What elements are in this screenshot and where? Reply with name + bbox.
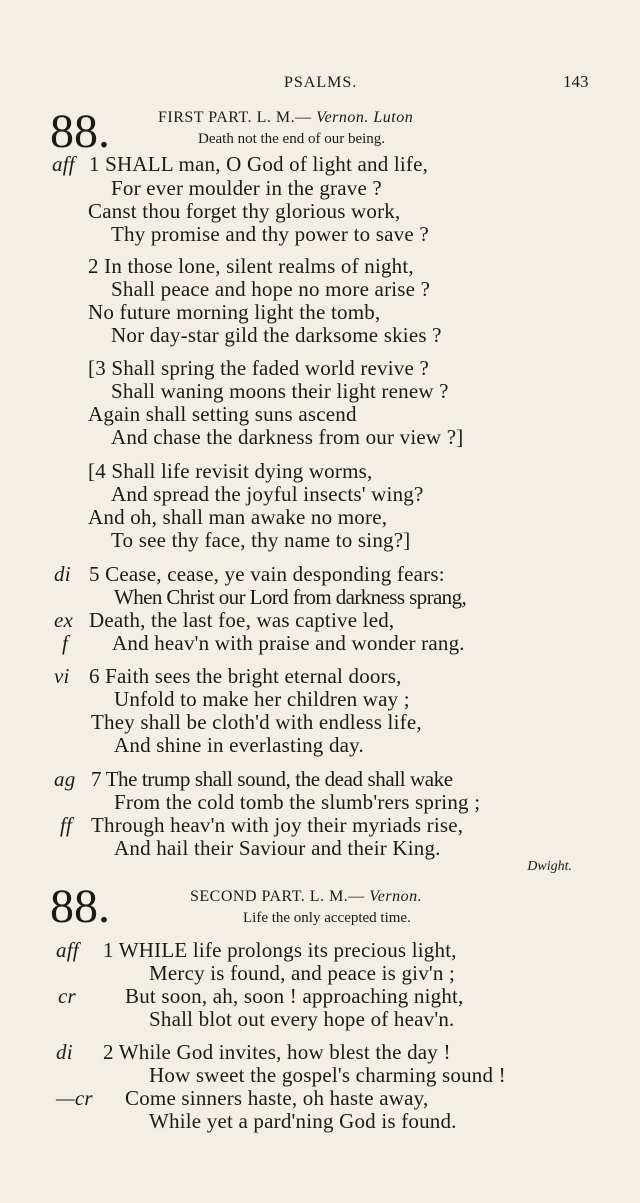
line-text: 2 In those lone, silent realms of night, xyxy=(88,254,414,278)
hymn-number: 88. xyxy=(50,880,110,933)
line-text: Death, the last foe, was captive led, xyxy=(89,608,395,632)
dynamic-mark: di xyxy=(56,1040,73,1064)
dynamic-mark: f xyxy=(62,631,69,655)
dynamic-mark: ex xyxy=(54,608,74,632)
dynamic-mark: ag xyxy=(54,767,76,791)
dynamic-mark: ff xyxy=(60,813,73,837)
line-text: And chase the darkness from our view ?] xyxy=(111,425,464,449)
line-text: Thy promise and thy power to save ? xyxy=(111,222,429,246)
line-text: 6 Faith sees the bright eternal doors, xyxy=(89,664,402,688)
dynamic-mark: aff xyxy=(56,938,79,962)
line-text: 7 The trump shall sound, the dead shall wake xyxy=(91,767,453,791)
hymn-part-heading xyxy=(190,888,422,906)
line-text: They shall be cloth'd with endless life, xyxy=(91,710,422,734)
line-text: 5 Cease, cease, ye vain desponding fears: xyxy=(89,562,445,586)
line-text: How sweet the gospel's charming sound ! xyxy=(149,1063,506,1087)
line-text: 1 SHALL man, O God of light and life, xyxy=(89,152,429,176)
hymn-subtitle: Life the only accepted time. xyxy=(243,910,411,926)
line-text: Come sinners haste, oh haste away, xyxy=(125,1086,429,1110)
line-text: Mercy is found, and peace is giv'n ; xyxy=(149,961,456,985)
line-text: But soon, ah, soon ! approaching night, xyxy=(125,984,464,1008)
line-text: [3 Shall spring the faded world revive ? xyxy=(88,356,429,380)
part-label: FIRST PART. L. M.— xyxy=(158,109,312,126)
hymn-part-heading xyxy=(158,109,413,127)
hymn-subtitle: Death not the end of our being. xyxy=(198,131,386,147)
line-text: Shall peace and hope no more arise ? xyxy=(111,277,431,301)
running-head xyxy=(0,74,640,98)
line-text: Canst thou forget thy glorious work, xyxy=(88,199,401,223)
running-title: PSALMS. xyxy=(284,74,358,91)
tune-names: Vernon. Luton xyxy=(316,109,414,126)
line-text: And spread the joyful insects' wing? xyxy=(111,482,424,506)
line-text: No future morning light the tomb, xyxy=(88,300,381,324)
line-text: Shall waning moons their light renew ? xyxy=(111,379,449,403)
line-text: And hail their Saviour and their King. xyxy=(114,836,441,860)
line-text: [4 Shall life revisit dying worms, xyxy=(88,459,373,483)
dynamic-mark: aff xyxy=(52,152,75,176)
line-text: Unfold to make her children way ; xyxy=(114,687,410,711)
page-number: 143 xyxy=(563,72,589,91)
dynamic-mark: cr xyxy=(58,984,76,1008)
line-text: Through heav'n with joy their myriads rise, xyxy=(91,813,464,837)
dynamic-mark: —cr xyxy=(56,1086,93,1110)
line-text: For ever moulder in the grave ? xyxy=(111,176,382,200)
line-text: 2 While God invites, how blest the day ! xyxy=(103,1040,451,1064)
dynamic-mark: di xyxy=(54,562,71,586)
line-text: Nor day-star gild the darksome skies ? xyxy=(111,323,442,347)
line-text: From the cold tomb the slumb'rers spring ; xyxy=(114,790,481,814)
dynamic-mark: vi xyxy=(54,664,70,688)
line-text: And oh, shall man awake no more, xyxy=(88,505,388,529)
line-text: And heav'n with praise and wonder rang. xyxy=(112,631,465,655)
line-text: When Christ our Lord from darkness sprang, xyxy=(114,585,467,609)
line-text: To see thy face, thy name to sing?] xyxy=(111,528,411,552)
hymn-number: 88. xyxy=(50,105,110,158)
line-text: Again shall setting suns ascend xyxy=(88,402,357,426)
line-text: While yet a pard'ning God is found. xyxy=(149,1109,457,1133)
author-attribution: Dwight. xyxy=(527,859,572,874)
line-text: 1 WHILE life prolongs its precious light, xyxy=(103,938,457,962)
line-text: And shine in everlasting day. xyxy=(114,733,364,757)
part-label: SECOND PART. L. M.— xyxy=(190,888,365,905)
tune-names: Vernon. xyxy=(369,888,423,905)
line-text: Shall blot out every hope of heav'n. xyxy=(149,1007,455,1031)
